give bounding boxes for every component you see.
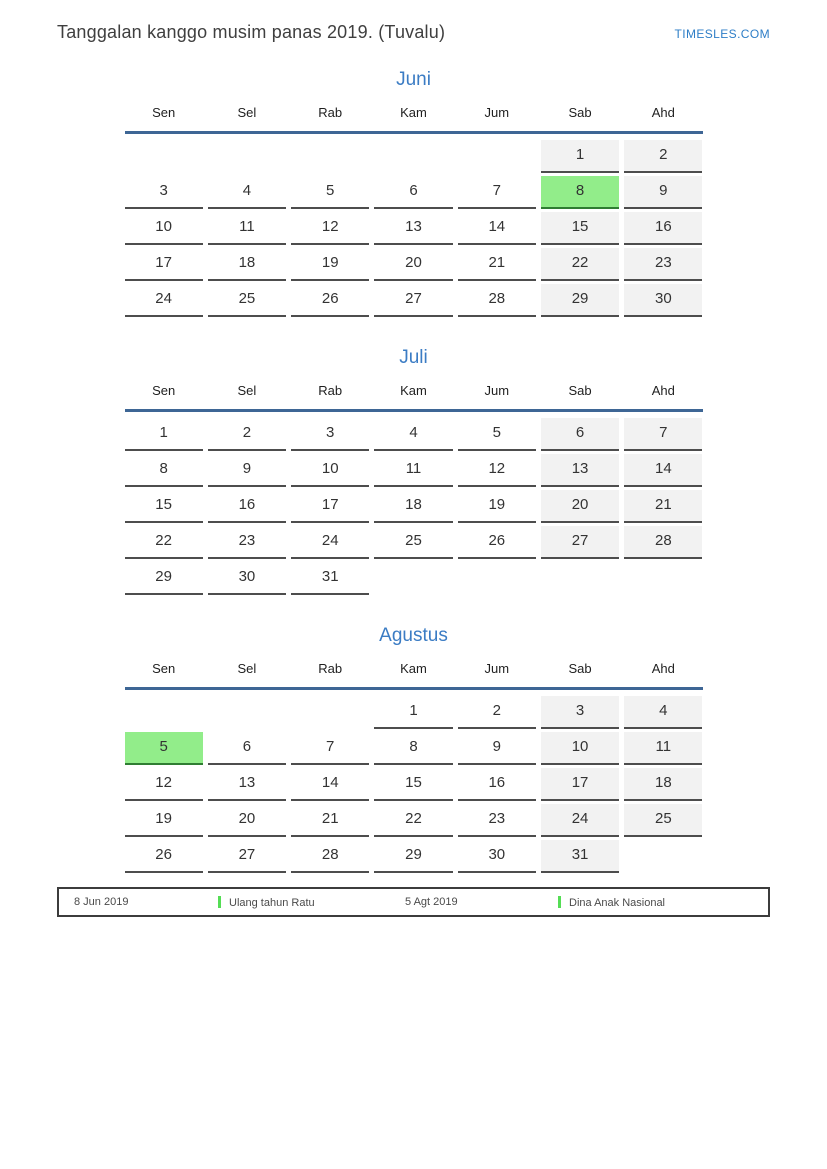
weekday-label: Kam — [400, 383, 427, 398]
page-header — [0, 0, 827, 43]
day-cell-agustus-15: 15 — [374, 768, 452, 801]
day-cell-agustus-5: 5 — [125, 732, 203, 765]
day-cell-juli-22: 22 — [125, 526, 203, 559]
day-cell-juni-9: 9 — [624, 176, 702, 209]
week-row — [125, 696, 703, 729]
day-cell-agustus-11: 11 — [624, 732, 702, 765]
day-cell-juni-18: 18 — [208, 248, 286, 281]
day-cell-juli-17: 17 — [291, 490, 369, 523]
weekday-label: Sel — [237, 105, 257, 120]
weekday-label: Sel — [237, 383, 257, 398]
week-row — [125, 526, 703, 559]
day-cell-juni-5: 5 — [291, 176, 369, 209]
day-cell-juli-23: 23 — [208, 526, 286, 559]
week-row — [125, 840, 703, 873]
week-row — [125, 804, 703, 837]
weeks-grid-juli — [125, 418, 703, 595]
day-cell-juli-12: 12 — [458, 454, 536, 487]
day-cell-agustus-29: 29 — [374, 840, 452, 873]
page-title: Tanggalan kanggo musim panas 2019. (Tuvalu) — [57, 22, 446, 42]
weekday-header-agustus — [125, 659, 703, 679]
day-cell-juni-22: 22 — [541, 248, 619, 281]
day-cell-juli-15: 15 — [125, 490, 203, 523]
weekday-label: Kam — [400, 661, 427, 676]
weekday-label: Jum — [484, 661, 510, 676]
week-row — [125, 490, 703, 523]
day-cell-agustus-25: 25 — [624, 804, 702, 837]
legend-event-label: Dina Anak Nasional — [569, 896, 666, 909]
day-cell-agustus-2: 2 — [458, 696, 536, 729]
day-cell-empty — [374, 562, 452, 595]
day-cell-agustus-30: 30 — [458, 840, 536, 873]
weekday-label: Kam — [400, 105, 427, 120]
day-cell-agustus-27: 27 — [208, 840, 286, 873]
day-cell-juli-20: 20 — [541, 490, 619, 523]
day-cell-juni-8: 8 — [541, 176, 619, 209]
day-cell-agustus-9: 9 — [458, 732, 536, 765]
day-cell-juni-26: 26 — [291, 284, 369, 317]
day-cell-agustus-10: 10 — [541, 732, 619, 765]
brand-link[interactable]: TIMESLES.COM — [674, 27, 770, 41]
day-cell-juli-9: 9 — [208, 454, 286, 487]
week-row — [125, 768, 703, 801]
day-cell-empty — [125, 696, 203, 729]
day-cell-juli-31: 31 — [291, 562, 369, 595]
holiday-marker-icon — [218, 896, 221, 908]
day-cell-juni-24: 24 — [125, 284, 203, 317]
day-cell-juli-25: 25 — [374, 526, 452, 559]
day-cell-juni-14: 14 — [458, 212, 536, 245]
weekday-label: Sab — [568, 383, 592, 398]
day-cell-agustus-22: 22 — [374, 804, 452, 837]
header-rule — [125, 687, 703, 690]
week-row — [125, 284, 703, 317]
weekday-label: Sen — [152, 105, 176, 120]
day-cell-empty — [291, 140, 369, 173]
day-cell-empty — [458, 140, 536, 173]
day-cell-juli-11: 11 — [374, 454, 452, 487]
weekday-header-juli — [125, 381, 703, 401]
day-cell-juni-6: 6 — [374, 176, 452, 209]
day-cell-juni-3: 3 — [125, 176, 203, 209]
day-cell-empty — [208, 140, 286, 173]
day-cell-agustus-16: 16 — [458, 768, 536, 801]
month-juli — [125, 345, 703, 595]
day-cell-juli-26: 26 — [458, 526, 536, 559]
day-cell-agustus-12: 12 — [125, 768, 203, 801]
day-cell-juni-25: 25 — [208, 284, 286, 317]
weekday-label: Jum — [484, 383, 510, 398]
header-rule — [125, 131, 703, 134]
week-row — [125, 212, 703, 245]
day-cell-agustus-1: 1 — [374, 696, 452, 729]
day-cell-juli-21: 21 — [624, 490, 702, 523]
day-cell-agustus-28: 28 — [291, 840, 369, 873]
day-cell-agustus-17: 17 — [541, 768, 619, 801]
day-cell-juli-6: 6 — [541, 418, 619, 451]
day-cell-juli-3: 3 — [291, 418, 369, 451]
day-cell-agustus-31: 31 — [541, 840, 619, 873]
month-title-juli: Juli — [399, 347, 428, 368]
day-cell-juli-16: 16 — [208, 490, 286, 523]
week-row — [125, 248, 703, 281]
holiday-marker-icon — [558, 896, 561, 908]
day-cell-juli-29: 29 — [125, 562, 203, 595]
day-cell-juni-27: 27 — [374, 284, 452, 317]
day-cell-juni-29: 29 — [541, 284, 619, 317]
day-cell-empty — [458, 562, 536, 595]
day-cell-juni-10: 10 — [125, 212, 203, 245]
day-cell-juni-2: 2 — [624, 140, 702, 173]
month-title-agustus: Agustus — [379, 625, 448, 646]
day-cell-juli-2: 2 — [208, 418, 286, 451]
calendars-container — [125, 67, 703, 873]
week-row — [125, 454, 703, 487]
legend-event — [558, 896, 768, 909]
weekday-label: Sab — [568, 661, 592, 676]
day-cell-agustus-4: 4 — [624, 696, 702, 729]
day-cell-juli-14: 14 — [624, 454, 702, 487]
day-cell-juli-18: 18 — [374, 490, 452, 523]
day-cell-juli-5: 5 — [458, 418, 536, 451]
day-cell-empty — [624, 562, 702, 595]
day-cell-agustus-23: 23 — [458, 804, 536, 837]
week-row — [125, 418, 703, 451]
header-rule — [125, 409, 703, 412]
day-cell-juli-10: 10 — [291, 454, 369, 487]
weekday-label: Sen — [152, 661, 176, 676]
day-cell-agustus-18: 18 — [624, 768, 702, 801]
day-cell-juni-16: 16 — [624, 212, 702, 245]
month-title-juni: Juni — [396, 69, 431, 90]
day-cell-juni-17: 17 — [125, 248, 203, 281]
day-cell-agustus-14: 14 — [291, 768, 369, 801]
day-cell-juli-4: 4 — [374, 418, 452, 451]
day-cell-juli-7: 7 — [624, 418, 702, 451]
day-cell-empty — [374, 140, 452, 173]
day-cell-empty — [291, 696, 369, 729]
day-cell-agustus-6: 6 — [208, 732, 286, 765]
day-cell-juni-19: 19 — [291, 248, 369, 281]
day-cell-juni-28: 28 — [458, 284, 536, 317]
day-cell-agustus-26: 26 — [125, 840, 203, 873]
day-cell-juni-23: 23 — [624, 248, 702, 281]
week-row — [125, 140, 703, 173]
day-cell-agustus-7: 7 — [291, 732, 369, 765]
month-agustus — [125, 623, 703, 873]
day-cell-empty — [624, 840, 702, 873]
weekday-label: Jum — [484, 105, 510, 120]
day-cell-agustus-21: 21 — [291, 804, 369, 837]
legend-event-label: Ulang tahun Ratu — [229, 896, 315, 909]
week-row — [125, 176, 703, 209]
day-cell-agustus-3: 3 — [541, 696, 619, 729]
weekday-label: Rab — [318, 661, 343, 676]
day-cell-juli-19: 19 — [458, 490, 536, 523]
month-juni — [125, 67, 703, 317]
weekday-label: Sab — [568, 105, 592, 120]
day-cell-juli-24: 24 — [291, 526, 369, 559]
week-row — [125, 562, 703, 595]
day-cell-agustus-8: 8 — [374, 732, 452, 765]
day-cell-juli-1: 1 — [125, 418, 203, 451]
day-cell-juli-8: 8 — [125, 454, 203, 487]
weekday-label: Sel — [237, 661, 257, 676]
weekday-label: Ahd — [651, 383, 675, 398]
legend-date: 5 Agt 2019 — [405, 896, 458, 908]
day-cell-juni-1: 1 — [541, 140, 619, 173]
day-cell-juni-20: 20 — [374, 248, 452, 281]
day-cell-juni-7: 7 — [458, 176, 536, 209]
day-cell-empty — [125, 140, 203, 173]
weekday-header-juni — [125, 103, 703, 123]
weekday-label: Ahd — [651, 105, 675, 120]
day-cell-agustus-19: 19 — [125, 804, 203, 837]
day-cell-agustus-13: 13 — [208, 768, 286, 801]
weeks-grid-juni — [125, 140, 703, 317]
weekday-label: Rab — [318, 105, 343, 120]
day-cell-juni-15: 15 — [541, 212, 619, 245]
day-cell-juli-28: 28 — [624, 526, 702, 559]
day-cell-empty — [208, 696, 286, 729]
day-cell-juni-4: 4 — [208, 176, 286, 209]
weeks-grid-agustus — [125, 696, 703, 873]
legend-date: 8 Jun 2019 — [74, 896, 129, 908]
week-row — [125, 732, 703, 765]
day-cell-juni-11: 11 — [208, 212, 286, 245]
weekday-label: Rab — [318, 383, 343, 398]
day-cell-juni-21: 21 — [458, 248, 536, 281]
day-cell-juli-27: 27 — [541, 526, 619, 559]
day-cell-juni-12: 12 — [291, 212, 369, 245]
day-cell-agustus-24: 24 — [541, 804, 619, 837]
weekday-label: Sen — [152, 383, 176, 398]
legend-event — [218, 896, 405, 909]
day-cell-juni-30: 30 — [624, 284, 702, 317]
weekday-label: Ahd — [651, 661, 675, 676]
day-cell-juli-13: 13 — [541, 454, 619, 487]
day-cell-juni-13: 13 — [374, 212, 452, 245]
legend-box — [57, 887, 770, 917]
day-cell-juli-30: 30 — [208, 562, 286, 595]
day-cell-empty — [541, 562, 619, 595]
day-cell-agustus-20: 20 — [208, 804, 286, 837]
